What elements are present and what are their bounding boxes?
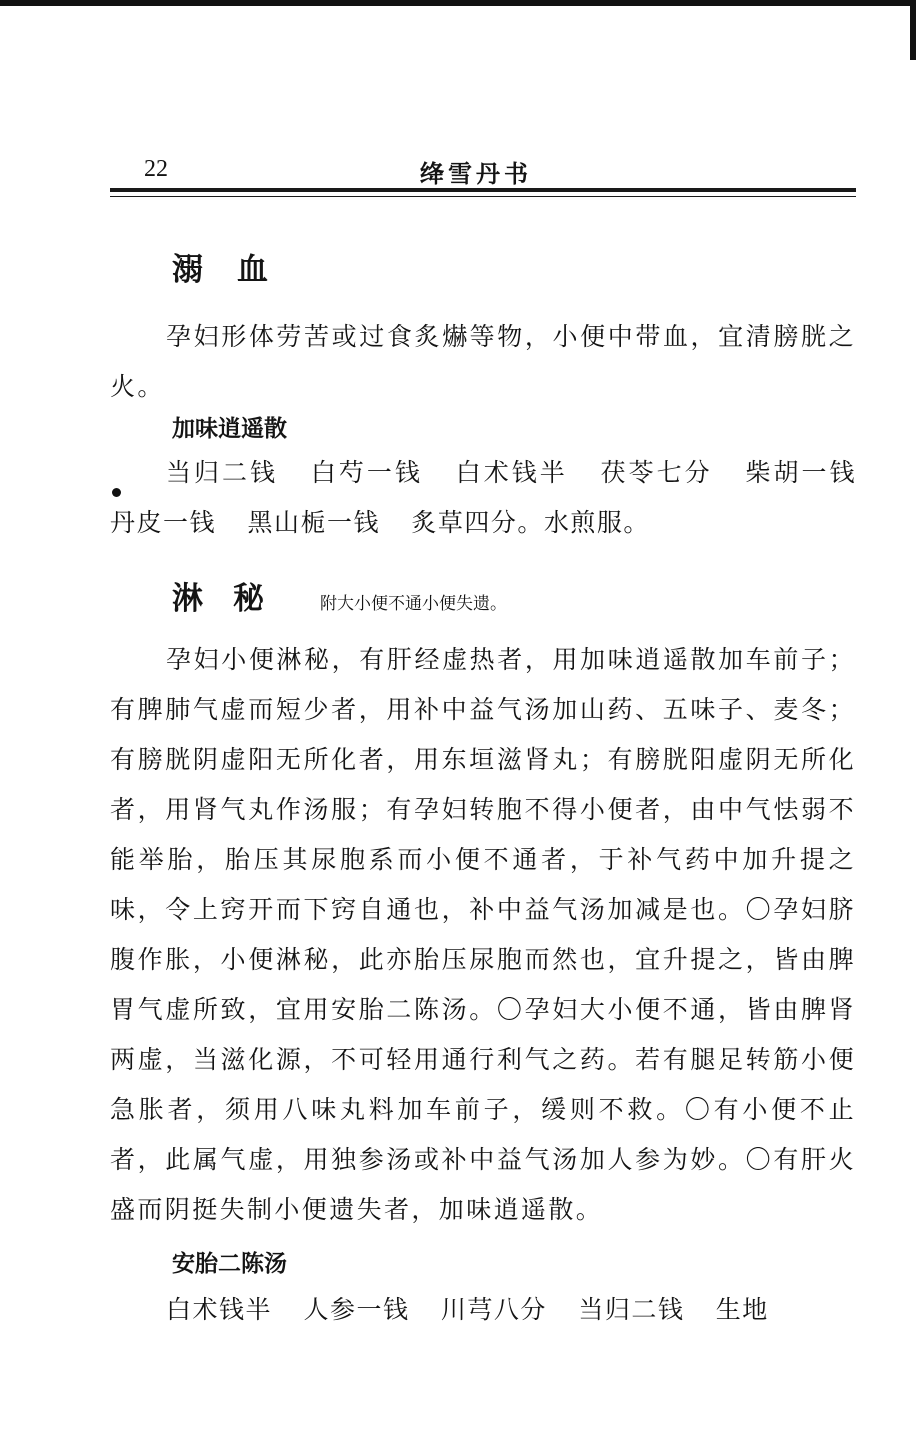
page-number: 22 bbox=[144, 156, 168, 182]
section-note: 附大小便不通小便失遗。 bbox=[320, 594, 507, 614]
header-rule-thin bbox=[110, 196, 856, 197]
scan-border-top bbox=[0, 0, 916, 6]
scan-border-right bbox=[910, 0, 916, 60]
section-heading-text: 淋秘 bbox=[172, 581, 294, 617]
ingredient-list: 白术钱半 人参一钱 川芎八分 当归二钱 生地 bbox=[166, 1295, 769, 1324]
page-header bbox=[110, 150, 856, 190]
running-title: 绛雪丹书 bbox=[420, 160, 532, 188]
formula-title: 加味逍遥散 bbox=[172, 416, 287, 442]
header-rule-thick bbox=[110, 188, 856, 192]
body-paragraph: 孕妇小便淋秘，有肝经虚热者，用加味逍遥散加车前子；有脾肺气虚而短少者，用补中益气汤加山药、五味子、麦冬；有膀胱阴虚阳无所化者，用东垣滋肾丸；有膀胱阳虚阴无所化者，用肾气丸作汤服；有孕妇转胞不得小便者，由中气怯弱不能举胎，胎压其尿胞系而小便不通者，于补气药中加升提之味，令上窍开而下窍自通也，补中益气汤加减是也。〇孕妇脐腹作胀，小便淋秘，此亦胎压尿胞而然也，宜升提之，皆由脾胃气虚所致，宜用安胎二陈汤。〇孕妇大小便不通，皆由脾肾两虚，当滋化源，不可轻用通行利气之药。若有腿足转筋小便急胀者，须用八味丸料加车前子，缓则不救。〇有小便不止者，此属气虚，用独参汤或补中益气汤加人参为妙。〇有肝火盛而阴挺失制小便遗失者，加味逍遥散。 bbox=[110, 645, 856, 1224]
section-heading-niaoxue: 溺血 bbox=[172, 252, 302, 288]
body-paragraph: 孕妇形体劳苦或过食炙爀等物，小便中带血，宜清膀胱之火。 bbox=[110, 322, 856, 401]
section-heading-linbi bbox=[172, 573, 507, 618]
ingredient-list: 当归二钱 白芍一钱 白术钱半 茯苓七分 柴胡一钱 丹皮一钱 黑山栀一钱 炙草四分。水煎服。 bbox=[110, 458, 856, 537]
formula-title: 安胎二陈汤 bbox=[172, 1251, 287, 1277]
